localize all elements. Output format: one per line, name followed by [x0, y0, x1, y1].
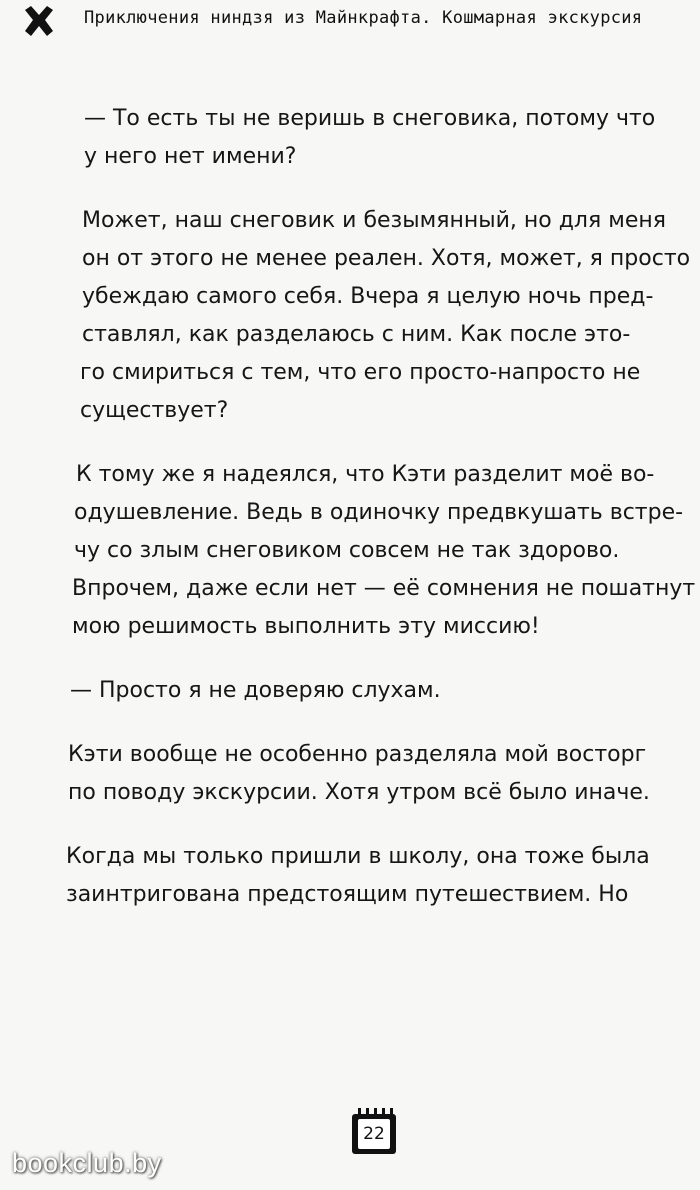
paragraph [64, 100, 694, 176]
text-line: — То есть ты не веришь в снеговика, потому что [84, 106, 656, 131]
paragraph [64, 838, 694, 914]
text-line: заинтригована предстоящим путешествием. Но [66, 882, 629, 907]
paragraph [64, 456, 694, 646]
text-line: по поводу экскурсии. Хотя утром всё было иначе. [68, 780, 650, 805]
text-line: — Просто я не доверяю слухам. [70, 678, 441, 703]
text-line: Впрочем, даже если нет — её сомнения не пошатнут [72, 576, 696, 601]
text-line: Когда мы только пришли в школу, она тоже была [66, 844, 650, 869]
text-line: существует? [80, 398, 229, 423]
page-number: 22 [358, 1119, 390, 1149]
text-line: убеждаю самого себя. Вчера я целую ночь пред- [82, 284, 654, 309]
text-line: одушевление. Ведь в одиночку предвкушать встре- [74, 500, 684, 525]
cross-x-icon [22, 4, 56, 38]
text-line: у него нет имени? [84, 144, 297, 169]
running-header [0, 0, 700, 60]
text-line: чу со злым снеговиком совсем не так здорово. [74, 538, 620, 563]
paragraph [64, 736, 694, 812]
text-line: го смириться с тем, что его просто-напросто не [80, 360, 641, 385]
text-line: К тому же я надеялся, что Кэти разделит моё во- [76, 462, 655, 487]
page-number-badge [352, 1108, 400, 1156]
page-body [64, 100, 694, 940]
text-line: Кэти вообще не особенно разделяла мой восторг [68, 742, 647, 767]
book-title: Приключения ниндзя из Майнкрафта. Кошмарная экскурсия [84, 8, 643, 28]
paragraph [64, 672, 694, 710]
paragraph [64, 202, 694, 430]
text-line: Может, наш снеговик и безымянный, но для меня [82, 208, 666, 233]
text-line: он от этого не менее реален. Хотя, может, я просто [82, 246, 691, 271]
text-line: ставлял, как разделаюсь с ним. Как после это- [82, 322, 631, 347]
text-line: мою решимость выполнить эту миссию! [72, 614, 540, 639]
watermark: bookclub.by [12, 1148, 162, 1178]
